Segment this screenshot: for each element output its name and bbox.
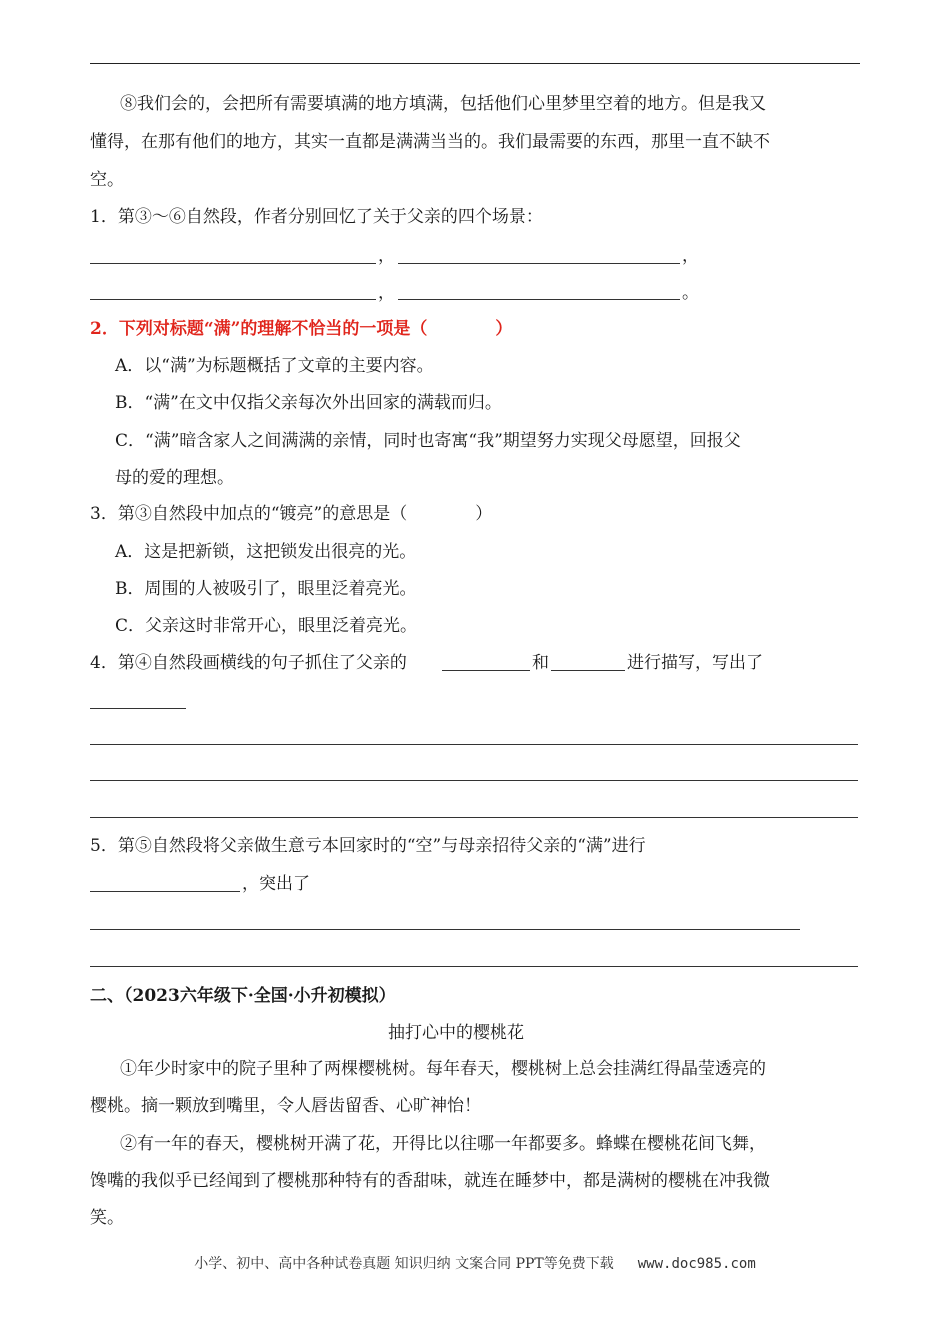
passage-2-paragraph-2-line-1: ②有一年的春天，樱桃树开满了花，开得比以往哪一年都要多。蜂蝶在樱桃花间飞舞， <box>120 1134 766 1154</box>
blank-separator: ， <box>378 283 395 303</box>
header-rule <box>90 63 860 64</box>
answer-line[interactable] <box>90 744 858 745</box>
question-5-continuation: ，突出了 <box>242 874 310 894</box>
passage-2-paragraph-1-line-1: ①年少时家中的院子里种了两棵樱桃树。每年春天，樱桃树上总会挂满红得晶莹透亮的 <box>120 1059 766 1079</box>
question-4-blank-3[interactable] <box>90 708 186 709</box>
passage-title: 抽打心中的樱桃花 <box>388 1023 524 1043</box>
page-footer <box>0 1253 950 1273</box>
answer-blank-1[interactable] <box>90 263 376 264</box>
answer-blank-3[interactable] <box>90 299 376 300</box>
question-5-stem: 5．第⑤自然段将父亲做生意亏本回家时的“空”与母亲招待父亲的“满”进行 <box>90 836 646 856</box>
paragraph-8-line-2: 懂得，在那有他们的地方，其实一直都是满满当当的。我们最需要的东西，那里一直不缺不 <box>90 132 770 152</box>
answer-line[interactable] <box>90 966 858 967</box>
paragraph-8-line-1: ⑧我们会的，会把所有需要填满的地方填满，包括他们心里梦里空着的地方。但是我又 <box>120 94 766 114</box>
question-3-option-b[interactable]: B．周围的人被吸引了，眼里泛着亮光。 <box>115 579 417 599</box>
footer-text: 小学、初中、高中各种试卷真题 知识归纳 文案合同 PPT等免费下载 <box>194 1256 614 1272</box>
blank-separator: ， <box>682 246 699 266</box>
question-2-option-c[interactable]: C．“满”暗含家人之间满满的亲情，同时也寄寓“我”期望努力实现父母愿望，回报父 <box>115 431 741 451</box>
question-3-option-a[interactable]: A．这是把新锁，这把锁发出很亮的光。 <box>115 542 417 562</box>
question-2-stem: 2．下列对标题“满”的理解不恰当的一项是（ ） <box>90 319 513 339</box>
question-2-option-b[interactable]: B．“满”在文中仅指父亲每次外出回家的满载而归。 <box>115 393 502 413</box>
question-4-blank-2[interactable] <box>551 670 625 671</box>
question-4-stem-part-1: 4．第④自然段画横线的句子抓住了父亲的 <box>90 653 407 673</box>
answer-line[interactable] <box>90 817 858 818</box>
question-3-stem: 3．第③自然段中加点的“镀亮”的意思是（ ） <box>90 504 493 524</box>
blank-end-period: 。 <box>682 283 699 303</box>
answer-line[interactable] <box>90 929 800 930</box>
answer-line[interactable] <box>90 780 858 781</box>
answer-blank-2[interactable] <box>398 263 680 264</box>
blank-separator: ， <box>378 246 395 266</box>
question-2-option-c-cont: 母的爱的理想。 <box>115 468 234 488</box>
footer-url[interactable]: www.doc985.com <box>637 1256 756 1272</box>
passage-2-paragraph-1-line-2: 樱桃。摘一颗放到嘴里，令人唇齿留香、心旷神怡！ <box>90 1096 481 1116</box>
answer-blank-4[interactable] <box>398 299 680 300</box>
question-4-stem-part-3: 进行描写，写出了 <box>627 653 763 673</box>
question-3-option-c[interactable]: C．父亲这时非常开心，眼里泛着亮光。 <box>115 616 418 636</box>
question-4-blank-1[interactable] <box>442 670 530 671</box>
question-5-blank[interactable] <box>90 891 240 892</box>
section-2-heading: 二、（2023六年级下·全国·小升初模拟） <box>90 986 396 1006</box>
passage-2-paragraph-2-line-2: 馋嘴的我似乎已经闻到了樱桃那种特有的香甜味，就连在睡梦中，都是满树的樱桃在冲我微 <box>90 1171 770 1191</box>
paragraph-8-line-3: 空。 <box>90 170 124 190</box>
question-4-stem-part-2: 和 <box>532 653 549 673</box>
question-2-option-a[interactable]: A．以“满”为标题概括了文章的主要内容。 <box>115 356 434 376</box>
question-1-stem: 1．第③～⑥自然段，作者分别回忆了关于父亲的四个场景： <box>90 207 543 227</box>
passage-2-paragraph-2-line-3: 笑。 <box>90 1208 124 1228</box>
